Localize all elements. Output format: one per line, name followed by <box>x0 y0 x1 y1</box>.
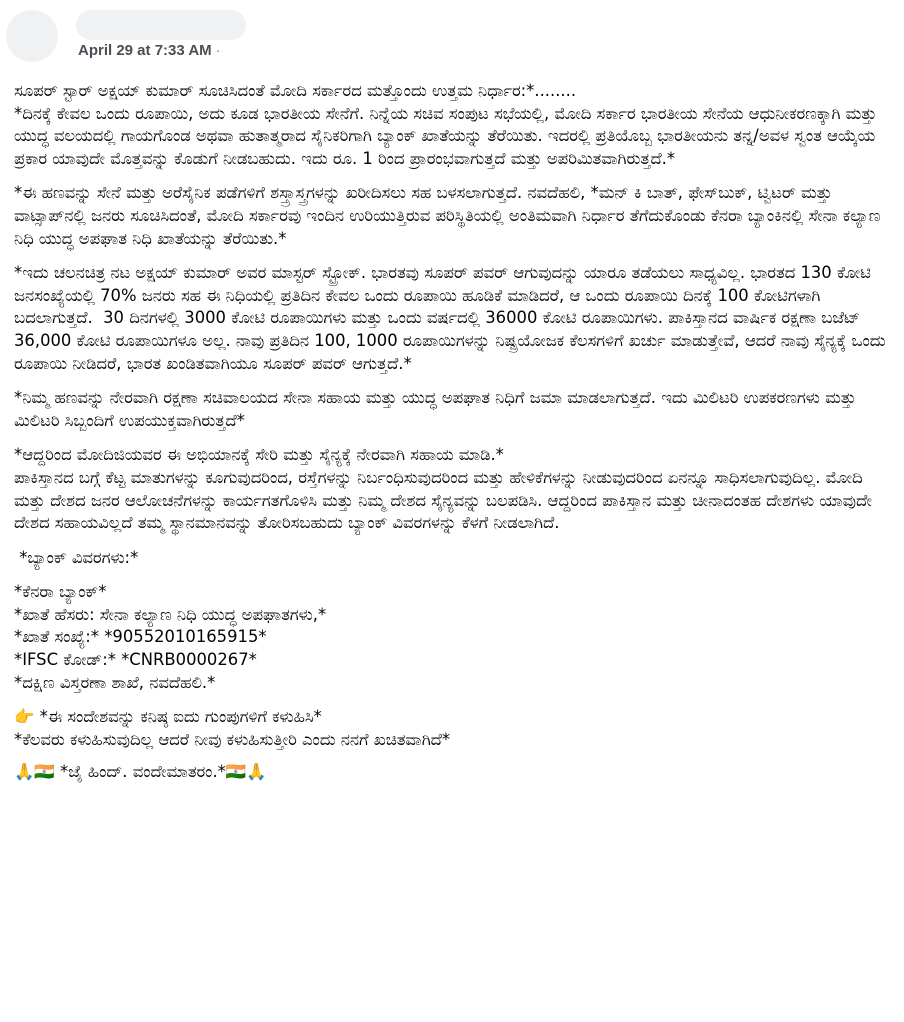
avatar[interactable] <box>6 10 58 62</box>
post-timestamp[interactable]: April 29 at 7:33 AM <box>78 42 212 59</box>
post-meta <box>78 42 221 59</box>
bank-details-heading: *ಬ್ಯಾಂಕ್ ವಿವರಗಳು:* <box>14 547 139 567</box>
post-body <box>14 80 890 796</box>
forward-request: 👉 *ಈ ಸಂದೇಶವನ್ನು ಕನಿಷ್ಠ ಐದು ಗುಂಪುಗಳಿಗೆ ಕಳುಹಿಸಿ* *ಕೆಲವರು ಕಳುಹಿಸುವುದಿಲ್ಲ ಆದರೆ ನೀವು ಕಳುಹಿಸುತ್ತೀರಿ ಎಂದು ನನಗೆ ಖಚಿತವಾಗಿದೆ* <box>14 707 451 749</box>
paragraph-usage: *ಈ ಹಣವನ್ನು ಸೇನೆ ಮತ್ತು ಅರೆಸೈನಿಕ ಪಡೆಗಳಿಗೆ ಶಸ್ತ್ರಾಸ್ತ್ರಗಳನ್ನು ಖರೀದಿಸಲು ಸಹ ಬಳಸಲಾಗುತ್ತದೆ. ನವದೆಹಲಿ, *ಮನ್ ಕಿ ಬಾತ್, ಫೇಸ್‌ಬುಕ್, ಟ್ವಿಟರ್ ಮತ್ತು ವಾಟ್ಸಾಪ್‌ನಲ್ಲಿ ಜನರು ಸೂಚಿಸಿದಂತೆ, ಮೋದಿ ಸರ್ಕಾರವು ಇಂದಿನ ಉರಿಯುತ್ತಿರುವ ಪರಿಸ್ಥಿತಿಯಲ್ಲಿ ಅಂತಿಮವಾಗಿ ನಿರ್ಧಾರ ತೆಗೆದುಕೊಂಡು ಕೆನರಾ ಬ್ಯಾಂಕಿನಲ್ಲಿ ಸೇನಾ ಕಲ್ಯಾಣ ನಿಧಿ ಯುದ್ಧ ಅಪಘಾತ ನಿಧಿ ಖಾತೆಯನ್ನು ತೆರೆಯಿತು.* <box>14 183 886 248</box>
bank-details: *ಕೆನರಾ ಬ್ಯಾಂಕ್* *ಖಾತೆ ಹೆಸರು: ಸೇನಾ ಕಲ್ಯಾಣ ನಿಧಿ ಯುದ್ಧ ಅಪಘಾತಗಳು,* *ಖಾತೆ ಸಂಖ್ಯೆ:* *90552010165915* *IFSC ಕೋಡ್:* *CNRB0000267* *ದಕ್ಷಿಣ ವಿಸ್ತರಣಾ ಶಾಖೆ, ನವದೆಹಲಿ.* <box>14 582 327 692</box>
audience-separator: · <box>215 42 221 59</box>
paragraph-deposit: *ನಿಮ್ಮ ಹಣವನ್ನು ನೇರವಾಗಿ ರಕ್ಷಣಾ ಸಚಿವಾಲಯದ ಸೇನಾ ಸಹಾಯ ಮತ್ತು ಯುದ್ಧ ಅಪಘಾತ ನಿಧಿಗೆ ಜಮಾ ಮಾಡಲಾಗುತ್ತದೆ. ಇದು ಮಿಲಿಟರಿ ಉಪಕರಣಗಳು ಮತ್ತು ಮಿಲಿಟರಿ ಸಿಬ್ಬಂದಿಗೆ ಉಪಯುಕ್ತವಾಗಿರುತ್ತದೆ* <box>14 388 862 430</box>
closing-slogan: 🙏🇮🇳 *ಜೈ ಹಿಂದ್. ವಂದೇಮಾತರಂ.*🇮🇳🙏 <box>14 762 267 782</box>
author-name-placeholder[interactable] <box>76 10 246 40</box>
paragraph-appeal: *ಆದ್ದರಿಂದ ಮೋದಿಜಿಯವರ ಈ ಅಭಿಯಾನಕ್ಕೆ ಸೇರಿ ಮತ್ತು ಸೈನ್ಯಕ್ಕೆ ನೇರವಾಗಿ ಸಹಾಯ ಮಾಡಿ.* ಪಾಕಿಸ್ತಾನದ ಬಗ್ಗೆ ಕೆಟ್ಟ ಮಾತುಗಳನ್ನು ಕೂಗುವುದರಿಂದ, ರಸ್ತೆಗಳನ್ನು ನಿರ್ಬಂಧಿಸುವುದರಿಂದ ಮತ್ತು ಹೇಳಿಕೆಗಳನ್ನು ನೀಡುವುದರಿಂದ ಏನನ್ನೂ ಸಾಧಿಸಲಾಗುವುದಿಲ್ಲ. ಮೋದಿ ಮತ್ತು ದೇಶದ ಜನರ ಆಲೋಚನೆಗಳನ್ನು ಕಾರ್ಯಗತಗೊಳಿಸಿ ಮತ್ತು ನಿಮ್ಮ ದೇಶದ ಸೈನ್ಯವನ್ನು ಬಲಪಡಿಸಿ. ಆದ್ದರಿಂದ ಪಾಕಿಸ್ತಾನ ಮತ್ತು ಚೀನಾದಂತಹ ದೇಶಗಳು ಯಾವುದೇ ದೇಶದ ಸಹಾಯವಿಲ್ಲದೆ ತಮ್ಮ ಸ್ಥಾನಮಾನವನ್ನು ತೋರಿಸಬಹುದು ಬ್ಯಾಂಕ್ ವಿವರಗಳನ್ನು ಕೆಳಗೆ ನೀಡಲಾಗಿದೆ. <box>14 445 872 533</box>
paragraph-masterstroke: *ಇದು ಚಲನಚಿತ್ರ ನಟ ಅಕ್ಷಯ್ ಕುಮಾರ್ ಅವರ ಮಾಸ್ಟರ್ ಸ್ಟ್ರೋಕ್. ಭಾರತವು ಸೂಪರ್ ಪವರ್ ಆಗುವುದನ್ನು ಯಾರೂ ತಡೆಯಲು ಸಾಧ್ಯವಿಲ್ಲ. ಭಾರತದ 130 ಕೋಟಿ ಜನಸಂಖ್ಯೆಯಲ್ಲಿ 70% ಜನರು ಸಹ ಈ ನಿಧಿಯಲ್ಲಿ ಪ್ರತಿದಿನ ಕೇವಲ ಒಂದು ರೂಪಾಯಿ ಹೂಡಿಕೆ ಮಾಡಿದರೆ, ಆ ಒಂದು ರೂಪಾಯಿ ದಿನಕ್ಕೆ 100 ಕೋಟಿಗಳಾಗಿ ಬದಲಾಗುತ್ತದೆ. 30 ದಿನಗಳಲ್ಲಿ 3000 ಕೋಟಿ ರೂಪಾಯಿಗಳು ಮತ್ತು ಒಂದು ವರ್ಷದಲ್ಲಿ 36000 ಕೋಟಿ ರೂಪಾಯಿಗಳು. ಪಾಕಿಸ್ತಾನದ ವಾರ್ಷಿಕ ರಕ್ಷಣಾ ಬಜೆಟ್ 36,000 ಕೋಟಿ ರೂಪಾಯಿಗಳೂ ಅಲ್ಲ. ನಾವು ಪ್ರತಿದಿನ 100, 1000 ರೂಪಾಯಿಗಳನ್ನು ನಿಷ್ಪ್ರಯೋಜಕ ಕೆಲಸಗಳಿಗೆ ಖರ್ಚು ಮಾಡುತ್ತೇವೆ, ಆದರೆ ನಾವು ಸೈನ್ಯಕ್ಕೆ ಒಂದು ರೂಪಾಯಿ ನೀಡಿದರೆ, ಭಾರತ ಖಂಡಿತವಾಗಿಯೂ ಸೂಪರ್ ಪವರ್ ಆಗುತ್ತದೆ.* <box>14 263 891 373</box>
paragraph-intro: ಸೂಪರ್ ಸ್ಟಾರ್ ಅಕ್ಷಯ್ ಕುಮಾರ್ ಸೂಚಿಸಿದಂತೆ ಮೋದಿ ಸರ್ಕಾರದ ಮತ್ತೊಂದು ಉತ್ತಮ ನಿರ್ಧಾರ:*........ *ದಿನಕ್ಕೆ ಕೇವಲ ಒಂದು ರೂಪಾಯಿ, ಅದು ಕೂಡ ಭಾರತೀಯ ಸೇನೆಗೆ. ನಿನ್ನೆಯ ಸಚಿವ ಸಂಪುಟ ಸಭೆಯಲ್ಲಿ, ಮೋದಿ ಸರ್ಕಾರ ಭಾರತೀಯ ಸೇನೆಯ ಆಧುನೀಕರಣಕ್ಕಾಗಿ ಮತ್ತು ಯುದ್ಧ ವಲಯದಲ್ಲಿ ಗಾಯಗೊಂಡ ಅಥವಾ ಹುತಾತ್ಮರಾದ ಸೈನಿಕರಿಗಾಗಿ ಬ್ಯಾಂಕ್ ಖಾತೆಯನ್ನು ತೆರೆಯಿತು. ಇದರಲ್ಲಿ ಪ್ರತಿಯೊಬ್ಬ ಭಾರತೀಯನು ತನ್ನ/ಅವಳ ಸ್ವಂತ ಆಯ್ಕೆಯ ಪ್ರಕಾರ ಯಾವುದೇ ಮೊತ್ತವನ್ನು ಕೊಡುಗೆ ನೀಡಬಹುದು. ಇದು ರೂ. 1 ರಿಂದ ಪ್ರಾರಂಭವಾಗುತ್ತದೆ ಮತ್ತು ಅಪರಿಮಿತವಾಗಿರುತ್ತದೆ.* <box>14 81 877 168</box>
